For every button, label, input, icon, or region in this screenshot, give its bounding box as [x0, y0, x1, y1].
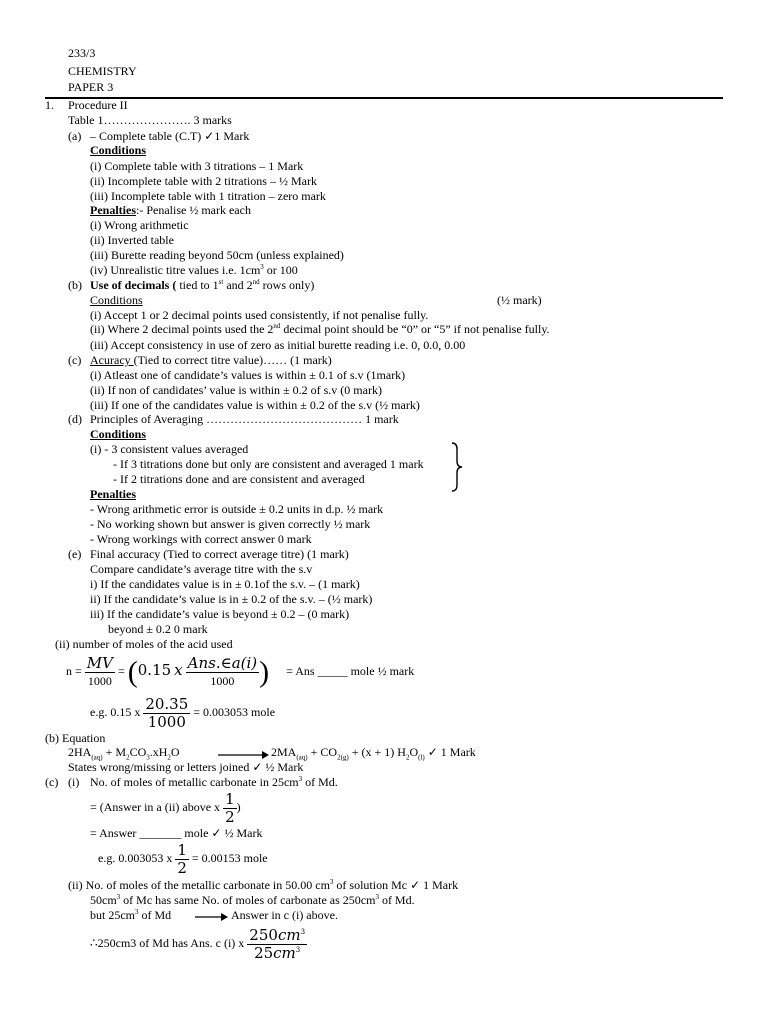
part-d-conditions: Conditions	[90, 427, 147, 441]
part-c2-label: (c)	[45, 775, 59, 789]
reaction-arrow-icon	[218, 750, 270, 760]
part-d-condition-1: (i) - 3 consistent values averaged	[90, 442, 249, 456]
subject-title: CHEMISTRY	[68, 64, 137, 78]
half-example: e.g. 0.003053 x $\frac{1}{2}$ = 0.00153 mole	[98, 840, 268, 877]
part-c2-ii-text: (ii) No. of moles of the metallic carbonate in 50.00 $cm^3$ of solution Mc ✓ 1 Mark	[68, 878, 459, 892]
part-d-condition-3: - If 2 titrations done and are consistent and averaged	[113, 472, 365, 486]
equation-states: States wrong/missing or letters joined ✓ ½ Mark	[68, 760, 304, 774]
half-fraction: $\frac{1}{2}$	[225, 789, 235, 826]
part-c-label: (c)	[68, 353, 82, 367]
part-d-penalty-3: - Wrong workings with correct answer 0 mark	[90, 532, 312, 546]
right-arrow-icon	[195, 912, 229, 922]
part-a-condition-2: (ii) Incomplete table with 2 titrations – ½ Mark	[90, 174, 317, 188]
penalties-rest: :- Penalise ½ mark each	[136, 203, 251, 217]
equation-lhs: $2HA_{(aq)} + M_2CO_3.xH_2O$	[68, 745, 180, 762]
part-c2-line-3: but $25cm^3$ of Md	[90, 908, 172, 922]
part-d-text: Principles of Averaging ………………………………… 1 mark	[90, 412, 399, 426]
table-marks: Table 1…………………. 3 marks	[68, 113, 232, 127]
part-b-label: (b)	[68, 278, 82, 292]
part-b-mark: (½ mark)	[497, 293, 542, 307]
part-a-label: (a)	[68, 129, 82, 143]
part-c-item-2: (ii) If non of candidates’ value is within ± 0.2 of s.v (0 mark)	[90, 383, 382, 397]
part-c2-i-label: (i)	[68, 775, 80, 789]
part-e-text: Final accuracy (Tied to correct average titre) (1 mark)	[90, 547, 349, 561]
part-a-penalty-2: (ii) Inverted table	[90, 233, 174, 247]
part-b-condition-3: (iii) Accept consistency in use of zero as initial burette reading i.e. 0, 0.0, 0.00	[90, 338, 466, 352]
part-a-condition-3: (iii) Incomplete table with 1 titration – zero mark	[90, 189, 326, 203]
moles-formula: n = $\frac{MV}{1000}$ = (0.15 x $\frac{\text{Ans.∈a(i)}}{1000}$ ) = Ans _____ mole ½ mark	[66, 653, 415, 689]
part-b-heading: Use of decimals ( tied to 1st and 2nd rows only)	[90, 278, 315, 292]
part-a-conditions-heading: Conditions	[90, 143, 147, 157]
example-fraction: $\frac{20.35}{1000}$	[145, 694, 189, 731]
part-b-condition-2: (ii) Where 2 decimal points used the 2nd decimal point should be “0” or “5” if not penalise fully.	[90, 322, 550, 336]
equation-heading: (b) Equation	[45, 731, 106, 745]
part-d-label: (d)	[68, 412, 82, 426]
curly-brace-icon	[448, 441, 466, 493]
ans-fraction: $\frac{\text{Ans.∈a(i)}}{1000}$	[187, 653, 258, 688]
paper-number: PAPER 3	[68, 80, 114, 94]
example-half-fraction: $\frac{1}{2}$	[177, 840, 187, 877]
part-c2-i-text: No. of moles of metallic carbonate in $25cm^3$ of Md.	[90, 775, 338, 789]
part-a-text: – Complete table (C.T) ✓1 Mark	[90, 129, 250, 143]
part-e-label: (e)	[68, 547, 82, 561]
part-d-penalties: Penalties	[90, 487, 136, 501]
part-e-item-4: beyond ± 0.2 0 mark	[108, 622, 208, 636]
part-a-penalty-3: (iii) Burette reading beyond 50cm (unless explained)	[90, 248, 344, 262]
part-c-item-1: (i) Atleast one of candidate’s values is within ± 0.1 of s.v (1mark)	[90, 368, 406, 382]
part-d-penalty-2: - No working shown but answer is given correctly ½ mark	[90, 517, 371, 531]
header-rule	[45, 97, 723, 99]
part-c2-line-2: $50cm^3$ of Mc has same No. of moles of carbonate as $250cm^3$ of Md.	[90, 893, 415, 907]
part-a-penalty-1: (i) Wrong arithmetic	[90, 218, 189, 232]
procedure-heading: Procedure II	[68, 98, 128, 112]
question-number: 1.	[45, 98, 54, 112]
part-b-conditions: Conditions	[90, 293, 143, 307]
volume-ratio-fraction: $\frac{250cm^3}{25cm^3}$	[249, 925, 306, 962]
answer-line: = Answer _______ mole ✓ ½ Mark	[90, 826, 263, 840]
part-e-item-2: ii) If the candidate’s value is in ± 0.2 of the s.v. – (½ mark)	[90, 592, 373, 606]
half-answer: = (Answer in a (ii) above x $\frac{1}{2}$ )	[90, 789, 241, 826]
paper-code: 233/3	[68, 46, 96, 60]
part-b-condition-1: (i) Accept 1 or 2 decimal points used consistently, if not penalise fully.	[90, 308, 429, 322]
moles-example: e.g. 0.15 x $\frac{20.35}{1000}$ = 0.003053 mole	[90, 694, 276, 731]
part-a-penalty-4: (iv) Unrealistic titre values i.e. $1cm^3$ or 100	[90, 263, 298, 277]
part-e-compare: Compare candidate’s average titre with the s.v	[90, 562, 313, 576]
mv-fraction: $\frac{MV}{1000}$	[86, 653, 113, 688]
part-c-item-3: (iii) If one of the candidates value is within ± 0.2 of the s.v (½ mark)	[90, 398, 420, 412]
part-a-condition-1: (i) Complete table with 3 titrations – 1 Mark	[90, 159, 304, 173]
equation-rhs: $2MA_{(aq)} + CO_{2(g)} + (x + 1)$ $H_2O_{(l)}$ ✓ 1 Mark	[271, 745, 476, 762]
part-c2-line-3-tail: Answer in c (i) above.	[231, 908, 338, 922]
part-c-heading: Acuracy (Tied to correct titre value)…… (1 mark)	[90, 353, 332, 367]
penalties-heading: Penalties	[90, 203, 136, 217]
part-d-penalty-1: - Wrong arithmetic error is outside ± 0.2 units in d.p. ½ mark	[90, 502, 384, 516]
part-a-penalties	[90, 203, 251, 218]
part-d-condition-2: - If 3 titrations done but only are consistent and averaged 1 mark	[113, 457, 424, 471]
part-e-item-3: iii) If the candidate’s value is beyond ± 0.2 – (0 mark)	[90, 607, 350, 621]
ratio-formula: ∴250cm3 of Md has Ans. c (i) x $\frac{250cm^3}{25cm^3}$	[90, 925, 306, 962]
part-e-item-1: i) If the candidates value is in ± 0.1of the s.v. – (1 mark)	[90, 577, 360, 591]
moles-acid-heading: (ii) number of moles of the acid used	[55, 637, 233, 651]
